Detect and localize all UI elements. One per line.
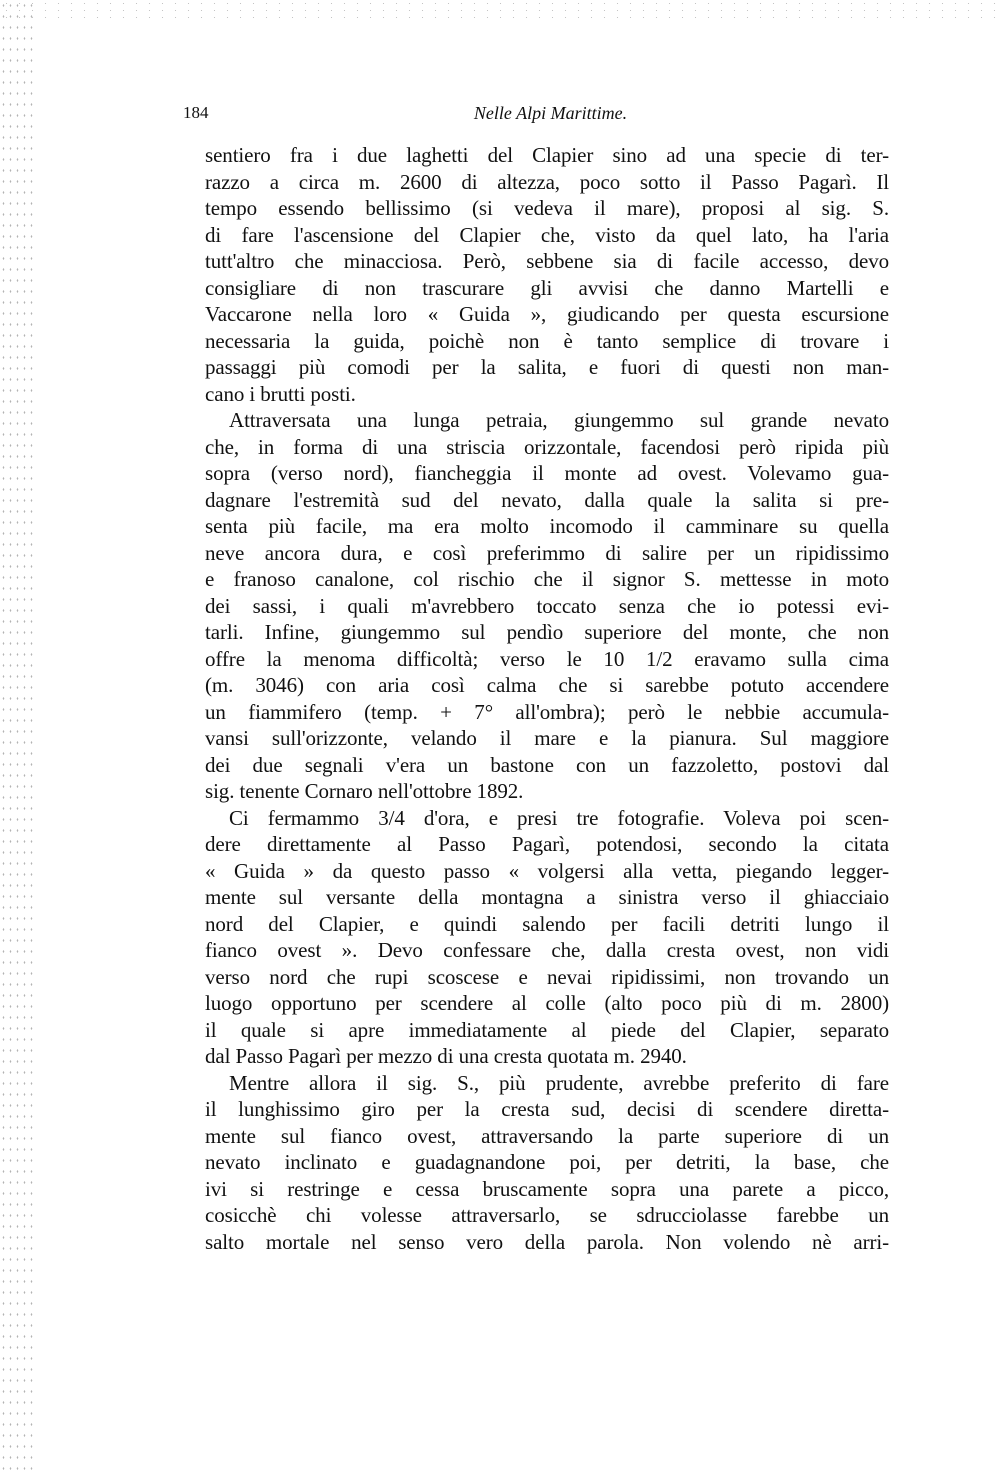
scan-noise-left-edge	[0, 0, 34, 1474]
text-line: sentiero fra i due laghetti del Clapier sino ad una specie di ter-	[205, 143, 889, 167]
text-line: mente sul fianco ovest, attraversando la parte superiore di un	[205, 1123, 889, 1148]
text-line: e franoso canalone, col rischio che il signor S. mettesse in moto	[205, 567, 889, 591]
text-line: Ci fermammo 3/4 d'ora, e presi tre fotografie. Voleva poi scen-	[229, 805, 889, 830]
text-line: dei due segnali v'era un bastone con un fazzoletto, postovi dal	[205, 752, 889, 777]
text-line: di fare l'ascensione del Clapier che, visto da quel lato, ha l'aria	[205, 222, 889, 247]
text-line: ivi si restringe e cessa bruscamente sopra una parete a picco,	[205, 1176, 889, 1201]
scan-noise-top-edge	[0, 0, 1000, 22]
text-line: salto mortale nel senso vero della parola. Non volendo nè arri-	[205, 1229, 889, 1254]
text-line: il quale si apre immediatamente al piede del Clapier, separato	[205, 1017, 889, 1042]
text-line: sopra (verso nord), fiancheggia il monte ad ovest. Volevamo gua-	[205, 461, 889, 485]
text-line: razzo a circa m. 2600 di altezza, poco sotto il Passo Pagarì. Il	[205, 169, 889, 194]
text-line: nevato inclinato e guadagnandone poi, per detriti, la base, che	[205, 1150, 889, 1174]
body-text	[205, 142, 889, 1255]
text-line: un fiammifero (temp. + 7° all'ombra); però le nebbie accumula-	[205, 699, 889, 724]
page-number: 184	[183, 103, 209, 122]
text-line: tempo essendo bellissimo (si vedeva il mare), proposi al sig. S.	[205, 196, 889, 220]
text-line: fianco ovest ». Devo confessare che, dalla cresta ovest, non vidi	[205, 938, 889, 962]
text-line: nord del Clapier, e quindi salendo per facili detriti lungo il	[205, 911, 889, 936]
text-line: neve ancora dura, e così preferimmo di salire per un ripidissimo	[205, 540, 889, 565]
text-line: (m. 3046) con aria così calma che si sarebbe potuto accendere	[205, 673, 889, 697]
text-line: Attraversata una lunga petraia, giungemmo sul grande nevato	[229, 408, 889, 432]
text-line: passaggi più comodi per la salita, e fuori di questi non man-	[205, 355, 889, 379]
text-line: sig. tenente Cornaro nell'ottobre 1892.	[205, 779, 524, 803]
text-line: consigliare di non trascurare gli avvisi che danno Martelli e	[205, 275, 889, 300]
text-line: offre la menoma difficoltà; verso le 10 1/2 eravamo sulla cima	[205, 646, 889, 671]
text-line: dagnare l'estremità sud del nevato, dalla quale la salita si pre-	[205, 487, 889, 512]
text-line: cosicchè chi volesse attraversarlo, se sdrucciolasse farebbe un	[205, 1203, 889, 1227]
text-line: « Guida » da questo passo « volgersi alla vetta, piegando legger-	[205, 858, 889, 883]
text-line: vansi sull'orizzonte, velando il mare e la pianura. Sul maggiore	[205, 726, 889, 750]
text-line: dere direttamente al Passo Pagarì, potendosi, secondo la citata	[205, 832, 889, 856]
text-line: verso nord che rupi scoscese e nevai ripidissimi, non trovando un	[205, 964, 889, 989]
text-line: tarli. Infine, giungemmo sul pendìo superiore del monte, che non	[205, 620, 889, 644]
text-line: senta più facile, ma era molto incomodo il camminare su quella	[205, 514, 889, 538]
text-line: il lunghissimo giro per la cresta sud, decisi di scendere diretta-	[205, 1097, 889, 1121]
text-line: luogo opportuno per scendere al colle (alto poco più di m. 2800)	[205, 991, 889, 1015]
page-header	[183, 103, 888, 131]
text-line: Vaccarone nella loro « Guida », giudicando per questa escursione	[205, 302, 889, 326]
text-line: necessaria la guida, poichè non è tanto semplice di trovare i	[205, 328, 889, 353]
text-line: dei sassi, i quali m'avrebbero toccato senza che io potessi evi-	[205, 593, 889, 618]
text-line: mente sul versante della montagna a sinistra verso il ghiacciaio	[205, 885, 889, 909]
running-title: Nelle Alpi Marittime.	[473, 103, 628, 123]
text-line: dal Passo Pagarì per mezzo di una cresta quotata m. 2940.	[205, 1044, 687, 1068]
text-line: che, in forma di una striscia orizzontale, facendosi però ripida più	[205, 434, 889, 459]
text-line: tutt'altro che minacciosa. Però, sebbene sia di facile accesso, devo	[205, 249, 889, 273]
text-line: cano i brutti posti.	[205, 381, 356, 406]
text-line: Mentre allora il sig. S., più prudente, avrebbe preferito di fare	[229, 1070, 889, 1095]
